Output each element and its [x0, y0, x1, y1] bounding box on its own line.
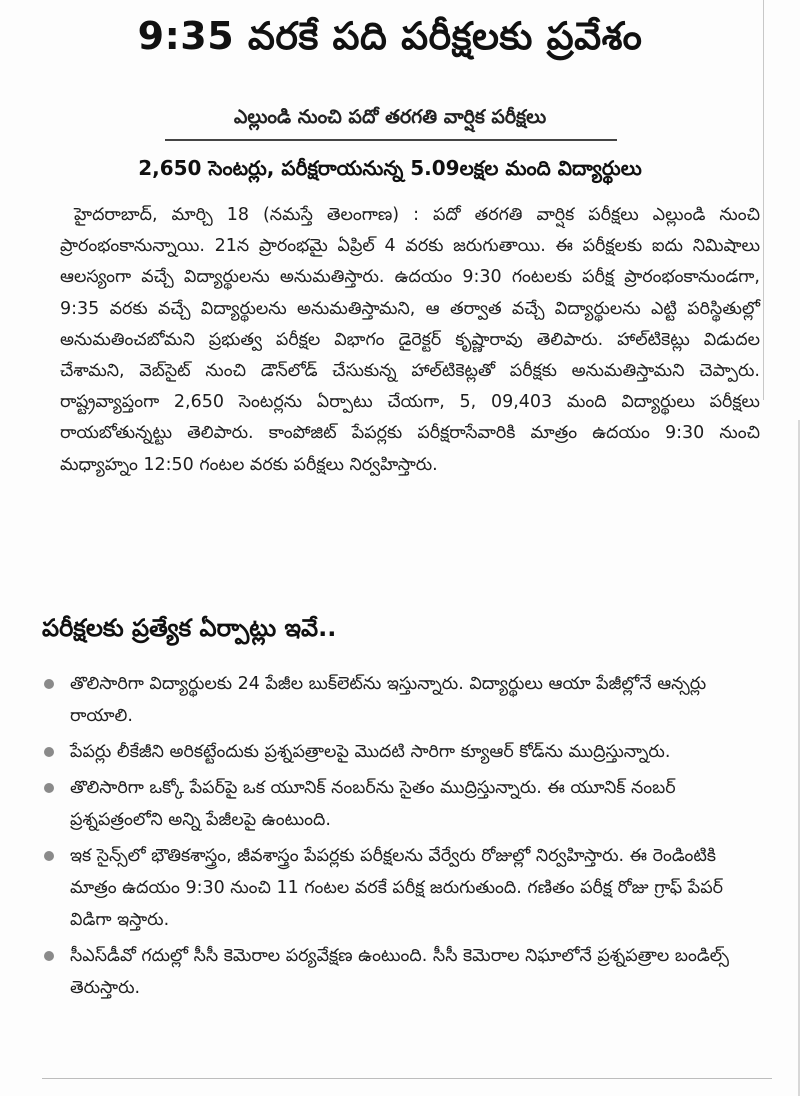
list-item — [40, 840, 740, 936]
section-title: పరీక్షలకు ప్రత్యేక ఏర్పాట్లు ఇవే.. — [42, 614, 337, 642]
list-item-text: తొలిసారిగా విద్యార్థులకు 24 పేజీల బుక్‌లెట్‌ను ఇస్తున్నారు. విద్యార్థులు ఆయా పేజీల్లోనే ఆన్సర్లు రాయాలి. — [70, 674, 707, 726]
bullet-dot-icon — [44, 851, 54, 861]
subheading-secondary: 2,650 సెంటర్లు, పరీక్షరాయనున్న 5.09లక్షల మంది విద్యార్థులు — [138, 156, 642, 180]
bullet-dot-icon — [44, 747, 54, 757]
list-item — [40, 736, 740, 768]
list-item-text: తొలిసారిగా ఒక్కో పేపర్‌పై ఒక యూనిక్ నంబర్‌ను సైతం ముద్రిస్తున్నారు. ఈ యూనిక్ నంబర్ ప్రశ్నపత్రంలోని అన్ని పేజీలపై ఉంటుంది. — [70, 778, 676, 830]
article-body: హైదరాబాద్, మార్చి 18 (నమస్తే తెలంగాణ) : పదో తరగతి వార్షిక పరీక్షలు ఎల్లుండి నుంచి ప్రారంభంకానున్నాయి. 21న ప్రారంభమై ఏప్రిల్ 4 వరకు జరుగుతాయి. ఈ పరీక్షలకు ఐదు నిమిషాలు ఆలస్యంగా వచ్చే విద్యార్థులను అనుమతిస్తారు. ఉదయం 9:30 గంటలకు పరీక్ష ప్రారంభంకానుండగా, 9:35 వరకు వచ్చే విద్యార్థులను అనుమతిస్తామని, ఆ తర్వాత వచ్చే విద్యార్థులను ఎట్టి పరిస్థితుల్లో అనుమతించబోమని ప్రభుత్వ పరీక్షల విభాగం డైరెక్టర్ కృష్ణారావు తెలిపారు. హాల్‌టికెట్లు విడుదల చేశామని, వెబ్‌సైట్ నుంచి డౌన్‌లోడ్ చేసుకున్న హాల్‌టికెట్లతో పరీక్షకు అనుమతిస్తామని చెప్పారు. రాష్ట్రవ్యాప్తంగా 2,650 సెంటర్లను ఏర్పాటు చేయగా, 5, 09,403 మంది విద్యార్థులు పరీక్షలు రాయబోతున్నట్టు తెలిపారు. కాంపోజిట్ పేపర్లకు పరీక్షరాసేవారికి మాత్రం ఉదయం 9:30 నుంచి మధ్యాహ్నం 12:50 గంటల వరకు పరీక్షలు నిర్వహిస్తారు. — [60, 205, 760, 475]
list-item-text: సీఎస్‌డీవో గదుల్లో సీసీ కెమెరాల పర్యవేక్షణ ఉంటుంది. సీసీ కెమెరాల నిఘాలోనే ప్రశ్నపత్రాల బండిల్స్ తెరుస్తారు. — [70, 946, 729, 998]
list-item — [40, 940, 740, 1004]
bullet-list — [40, 668, 740, 1008]
bottom-divider — [42, 1078, 772, 1079]
list-item — [40, 668, 740, 732]
list-item — [40, 772, 740, 836]
bullet-dot-icon — [44, 951, 54, 961]
headline: 9:35 వరకే పది పరీక్షలకు ప్రవేశం — [137, 14, 643, 58]
bullet-dot-icon — [44, 783, 54, 793]
bullet-dot-icon — [44, 679, 54, 689]
subheading: ఎల్లుండి నుంచి పదో తరగతి వార్షిక పరీక్షలు — [233, 106, 547, 128]
list-item-text: పేపర్లు లీకేజీని అరికట్టేందుకు ప్రశ్నపత్రాలపై మొదటి సారిగా క్యూఆర్ కోడ్‌ను ముద్రిస్తున్నారు. — [70, 742, 671, 762]
subheading-underline — [165, 139, 617, 141]
list-item-text: ఇక సైన్స్‌లో భౌతికశాస్త్రం, జీవశాస్త్రం పేపర్లకు పరీక్షలను వేర్వేరు రోజుల్లో నిర్వహిస్తారు. ఈ రెండింటికి మాత్రం ఉదయం 9:30 నుంచి 11 గంటల వరకే పరీక్ష జరుగుతుంది. గణితం పరీక్ష రోజు గ్రాఫ్ పేపర్ విడిగా ఇస్తారు. — [70, 846, 724, 930]
